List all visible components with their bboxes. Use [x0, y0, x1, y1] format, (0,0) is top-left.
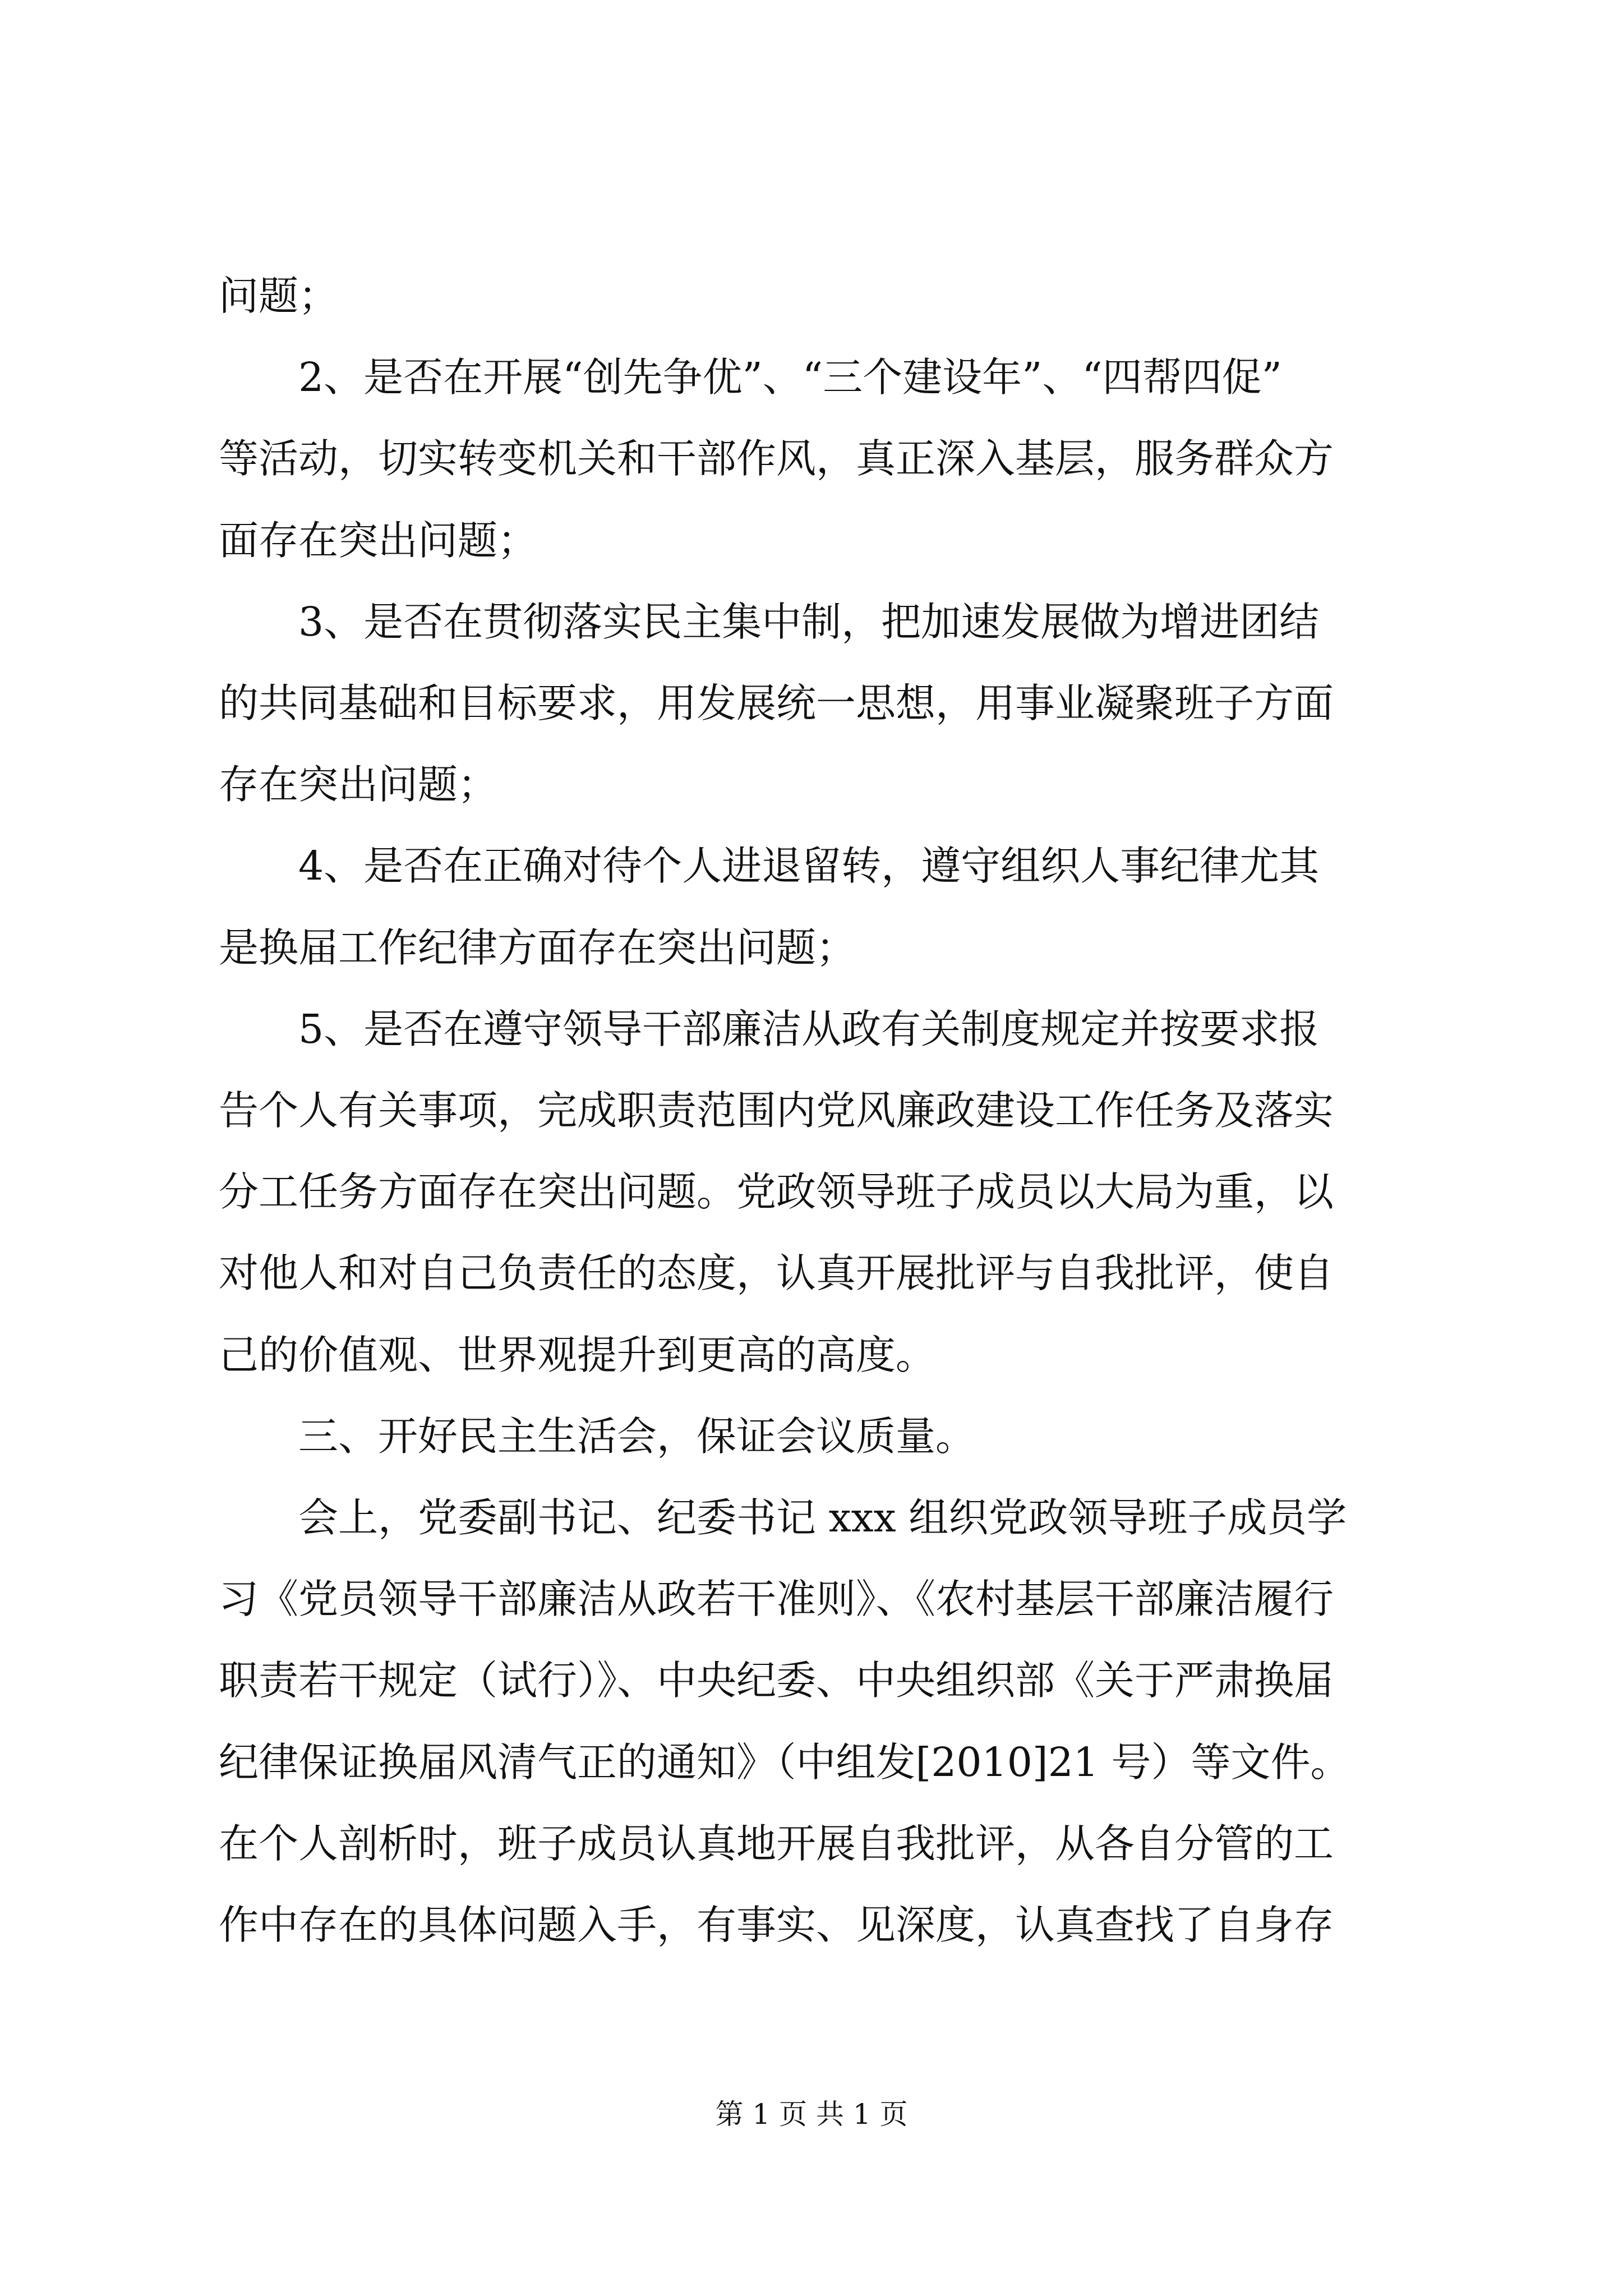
- text-line: 作中存在的具体问题入手，有事实、见深度，认真查找了自身存: [219, 1902, 1334, 1948]
- text-line: 等活动，切实转变机关和干部作风，真正深入基层，服务群众方: [219, 435, 1334, 482]
- text-line: 存在突出问题；: [219, 761, 498, 808]
- text-line: 的共同基础和目标要求，用发展统一思想，用事业凝聚班子方面: [219, 680, 1334, 726]
- text-line: 面存在突出问题；: [219, 517, 538, 564]
- text-line: 职责若干规定（试行）》、中央纪委、中央组织部《关于严肃换届: [219, 1657, 1334, 1704]
- text-line: 问题；: [219, 273, 339, 319]
- text-line: 分工任务方面存在突出问题。党政领导班子成员以大局为重，以: [219, 1168, 1334, 1215]
- text-line: 己的价值观、世界观提升到更高的高度。: [219, 1332, 936, 1378]
- text-line: 会上，党委副书记、纪委书记 xxx 组织党政领导班子成员学: [298, 1494, 1347, 1541]
- text-line: 是换届工作纪律方面存在突出问题；: [219, 924, 856, 971]
- text-line: 三、开好民主生活会，保证会议质量。: [298, 1413, 976, 1460]
- text-line: 3、是否在贯彻落实民主集中制，把加速发展做为增进团结: [298, 599, 1320, 645]
- text-line: 习《党员领导干部廉洁从政若干准则》、《农村基层干部廉洁履行: [219, 1576, 1334, 1622]
- text-line: 5、是否在遵守领导干部廉洁从政有关制度规定并按要求报: [298, 1006, 1320, 1052]
- text-line: 对他人和对自己负责任的态度，认真开展批评与自我批评，使自: [219, 1250, 1334, 1296]
- text-line: 纪律保证换届风清气正的通知》（中组发[2010]21 号）等文件。: [219, 1739, 1350, 1786]
- text-line: 2、是否在开展“创先争优”、“三个建设年”、“四帮四促”: [298, 354, 1282, 401]
- text-line: 4、是否在正确对待个人进退留转，遵守组织人事纪律尤其: [298, 843, 1320, 889]
- page-number-footer: 第 1 页 共 1 页: [715, 2098, 908, 2131]
- text-line: 告个人有关事项，完成职责范围内党风廉政建设工作任务及落实: [219, 1087, 1334, 1134]
- text-line: 在个人剖析时，班子成员认真地开展自我批评，从各自分管的工: [219, 1820, 1334, 1867]
